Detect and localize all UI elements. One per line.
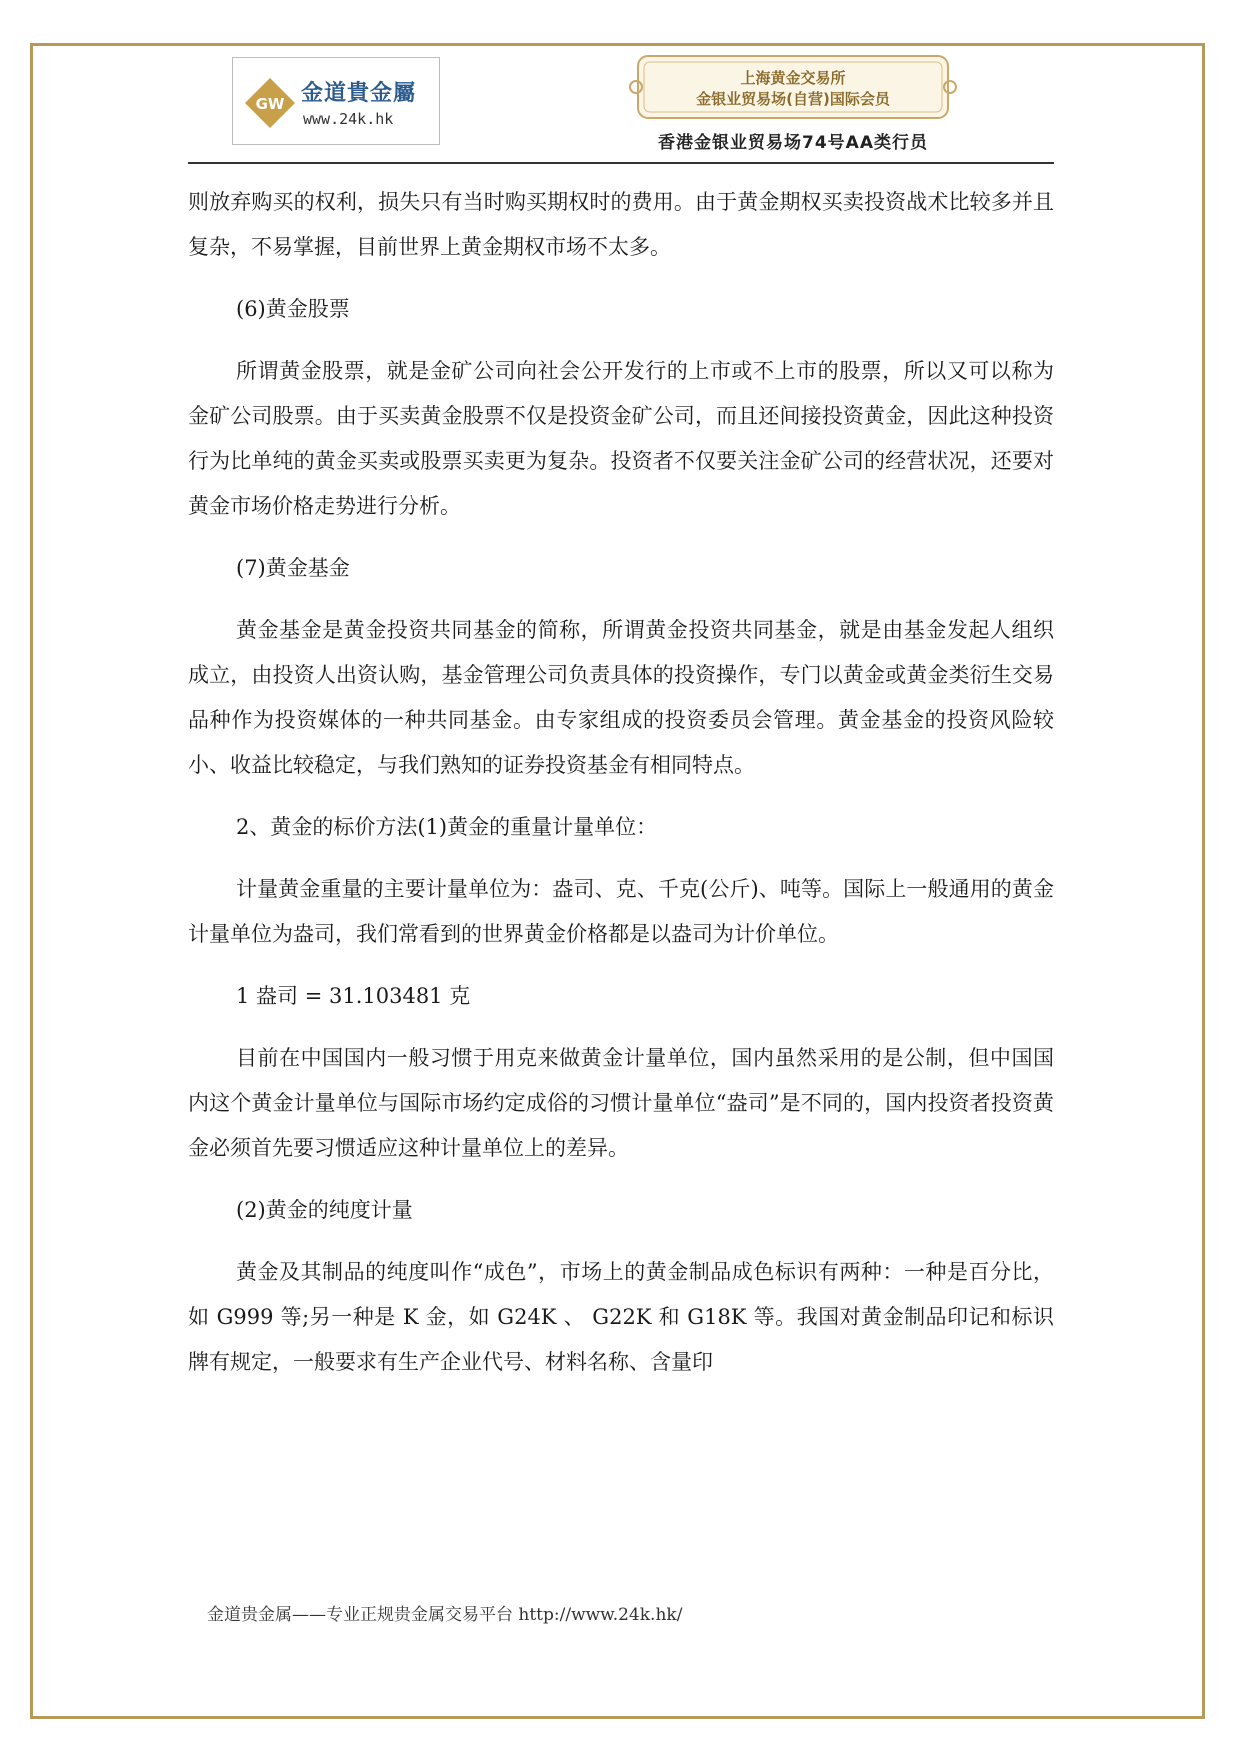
paragraph-domestic-units: 目前在中国国内一般习惯于用克来做黄金计量单位，国内虽然采用的是公制，但中国国内这个黄金计量单位与国际市场约定成俗的习惯计量单位“盎司”是不同的，国内投资者投资黄金必须首先要习惯适应这种计量单位上的差异。 (188, 1046, 1054, 1160)
heading-purity: (2)黄金的纯度计量 (236, 1198, 413, 1222)
heading-pricing-method: 2、黄金的标价方法(1)黄金的重量计量单位： (236, 815, 658, 839)
header-divider (188, 162, 1054, 164)
company-logo (232, 57, 440, 145)
logo-emblem-icon (243, 76, 297, 130)
page-footer: 金道贵金属——专业正规贵金属交易平台 http://www.24k.hk/ (207, 1605, 683, 1625)
paragraph-weight-units: 计量黄金重量的主要计量单位为：盎司、克、千克(公斤)、吨等。国际上一般通用的黄金计量单位为盎司，我们常看到的世界黄金价格都是以盎司为计价单位。 (188, 877, 1054, 946)
document-body (188, 180, 1054, 1402)
page-header (188, 50, 1054, 165)
paragraph-purity: 黄金及其制品的纯度叫作“成色”，市场上的黄金制品成色标识有两种：一种是百分比，如 G999 等;另一种是 K 金，如 G24K 、 G22K 和 G18K 等。我国对黄金制品印记和标识牌有规定，一般要求有生产企业代号、材料名称、含量印 (188, 1260, 1054, 1374)
badge-line-1: 上海黄金交易所 (740, 69, 846, 87)
paragraph-options-continued: 则放弃购买的权利，损失只有当时购买期权时的费用。由于黄金期权买卖投资战术比较多并且复杂，不易掌握，目前世界上黄金期权市场不太多。 (188, 190, 1054, 259)
logo-mark-text: GW (255, 95, 285, 113)
badge-line-2: 金银业贸易场(自营)国际会员 (696, 90, 890, 108)
formula-ounce-gram: 1 盎司 = 31.103481 克 (236, 984, 471, 1008)
heading-gold-stocks: (6)黄金股票 (236, 297, 350, 321)
heading-gold-funds: (7)黄金基金 (236, 556, 350, 580)
badge-subtitle: 香港金银业贸易场74号AA类行员 (658, 133, 928, 153)
logo-name: 金道貴金屬 (301, 81, 417, 106)
paragraph-gold-funds: 黄金基金是黄金投资共同基金的简称，所谓黄金投资共同基金，就是由基金发起人组织成立，由投资人出资认购，基金管理公司负责具体的投资操作，专门以黄金或黄金类衍生交易品种作为投资媒体的一种共同基金。由专家组成的投资委员会管理。黄金基金的投资风险较小、收益比较稳定，与我们熟知的证券投资基金有相同特点。 (188, 618, 1054, 777)
logo-url: www.24k.hk (303, 110, 394, 128)
paragraph-gold-stocks: 所谓黄金股票，就是金矿公司向社会公开发行的上市或不上市的股票，所以又可以称为金矿公司股票。由于买卖黄金股票不仅是投资金矿公司，而且还间接投资黄金，因此这种投资行为比单纯的黄金买卖或股票买卖更为复杂。投资者不仅要关注金矿公司的经营状况，还要对黄金市场价格走势进行分析。 (188, 359, 1054, 518)
